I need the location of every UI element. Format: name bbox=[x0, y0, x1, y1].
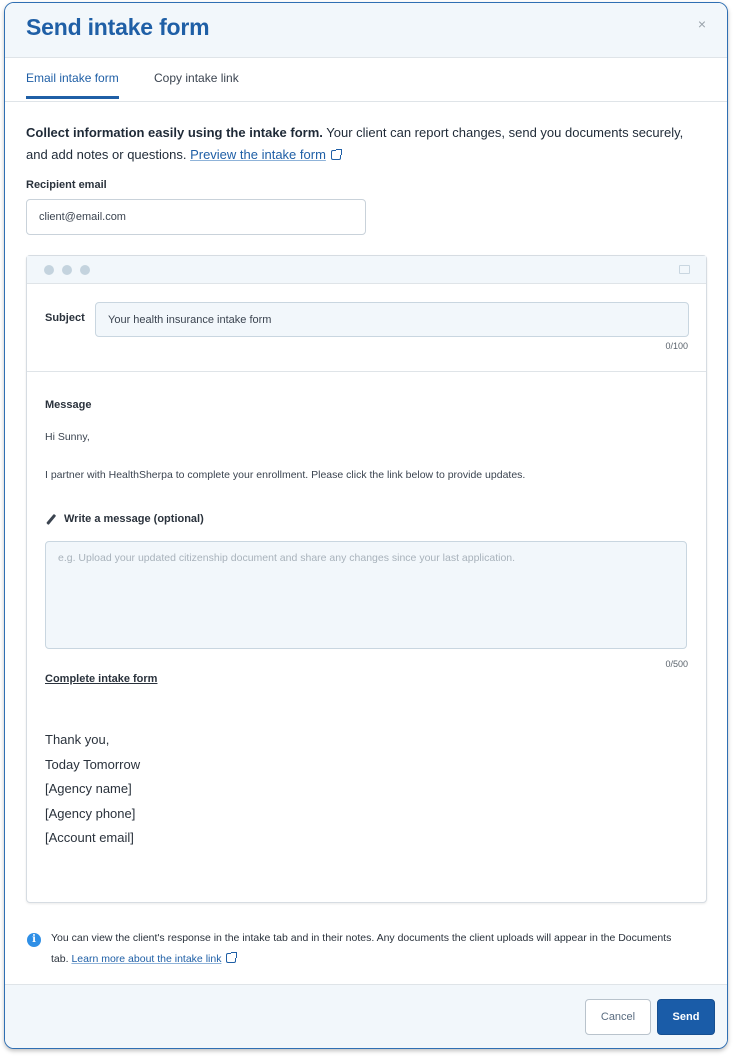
send-intake-form-modal bbox=[4, 2, 728, 1049]
message-label: Message bbox=[45, 399, 92, 411]
tab-email-intake-form[interactable]: Email intake form bbox=[26, 71, 119, 99]
external-link-icon bbox=[331, 150, 341, 160]
optional-message-textarea[interactable] bbox=[45, 541, 687, 649]
intro-bold: Collect information easily using the intake form. bbox=[26, 125, 323, 140]
tab-bar bbox=[5, 58, 727, 102]
signature-line: [Agency phone] bbox=[45, 805, 136, 821]
window-dot-icon bbox=[44, 265, 54, 275]
message-char-counter: 0/500 bbox=[665, 659, 688, 669]
subject-section bbox=[27, 284, 706, 372]
message-section bbox=[27, 399, 706, 851]
message-partner-line: I partner with HealthSherpa to complete your enrollment. Please click the link below to provide updates. bbox=[45, 469, 526, 481]
cancel-button[interactable]: Cancel bbox=[585, 999, 651, 1035]
mail-icon bbox=[679, 265, 690, 274]
intro-description: Your client can report changes, send you documents securely, and add notes or questions. bbox=[26, 125, 684, 162]
signature-line: [Agency name] bbox=[45, 781, 132, 796]
learn-more-intake-link[interactable]: Learn more about the intake link bbox=[71, 953, 222, 965]
tab-copy-intake-link[interactable]: Copy intake link bbox=[154, 71, 239, 85]
modal-footer bbox=[5, 984, 727, 1048]
subject-input[interactable] bbox=[95, 302, 689, 337]
write-message-label-text: Write a message (optional) bbox=[64, 513, 204, 525]
pencil-icon bbox=[46, 514, 56, 525]
message-greeting: Hi Sunny, bbox=[45, 431, 90, 443]
window-dot-icon bbox=[80, 265, 90, 275]
complete-intake-form-link[interactable]: Complete intake form bbox=[45, 673, 158, 685]
send-button[interactable]: Send bbox=[657, 999, 715, 1035]
subject-char-counter: 0/100 bbox=[665, 341, 688, 351]
info-icon: i bbox=[27, 933, 41, 947]
signature-line: Thank you, bbox=[45, 732, 110, 747]
write-message-label bbox=[45, 513, 688, 525]
recipient-email-label: Recipient email bbox=[26, 179, 107, 191]
modal-title: Send intake form bbox=[26, 14, 210, 40]
email-preview bbox=[26, 255, 707, 903]
external-link-icon bbox=[226, 953, 236, 963]
info-text bbox=[51, 928, 687, 970]
modal-header bbox=[5, 3, 727, 58]
close-icon[interactable]: × bbox=[697, 16, 707, 32]
signature bbox=[45, 728, 688, 851]
modal-body bbox=[5, 122, 727, 903]
info-description: You can view the client's response in the intake tab and in their notes. Any documents the client uploads will appear in the Documents tab. bbox=[51, 932, 672, 965]
signature-line: Today Tomorrow bbox=[45, 756, 141, 772]
recipient-email-input[interactable] bbox=[26, 199, 366, 235]
info-notice bbox=[27, 928, 687, 970]
subject-label: Subject bbox=[45, 312, 85, 324]
window-dot-icon bbox=[62, 265, 72, 275]
preview-window-bar bbox=[27, 256, 706, 284]
signature-line: [Account email] bbox=[45, 830, 134, 845]
intro-text bbox=[26, 122, 706, 166]
preview-intake-form-link[interactable]: Preview the intake form bbox=[190, 147, 326, 162]
